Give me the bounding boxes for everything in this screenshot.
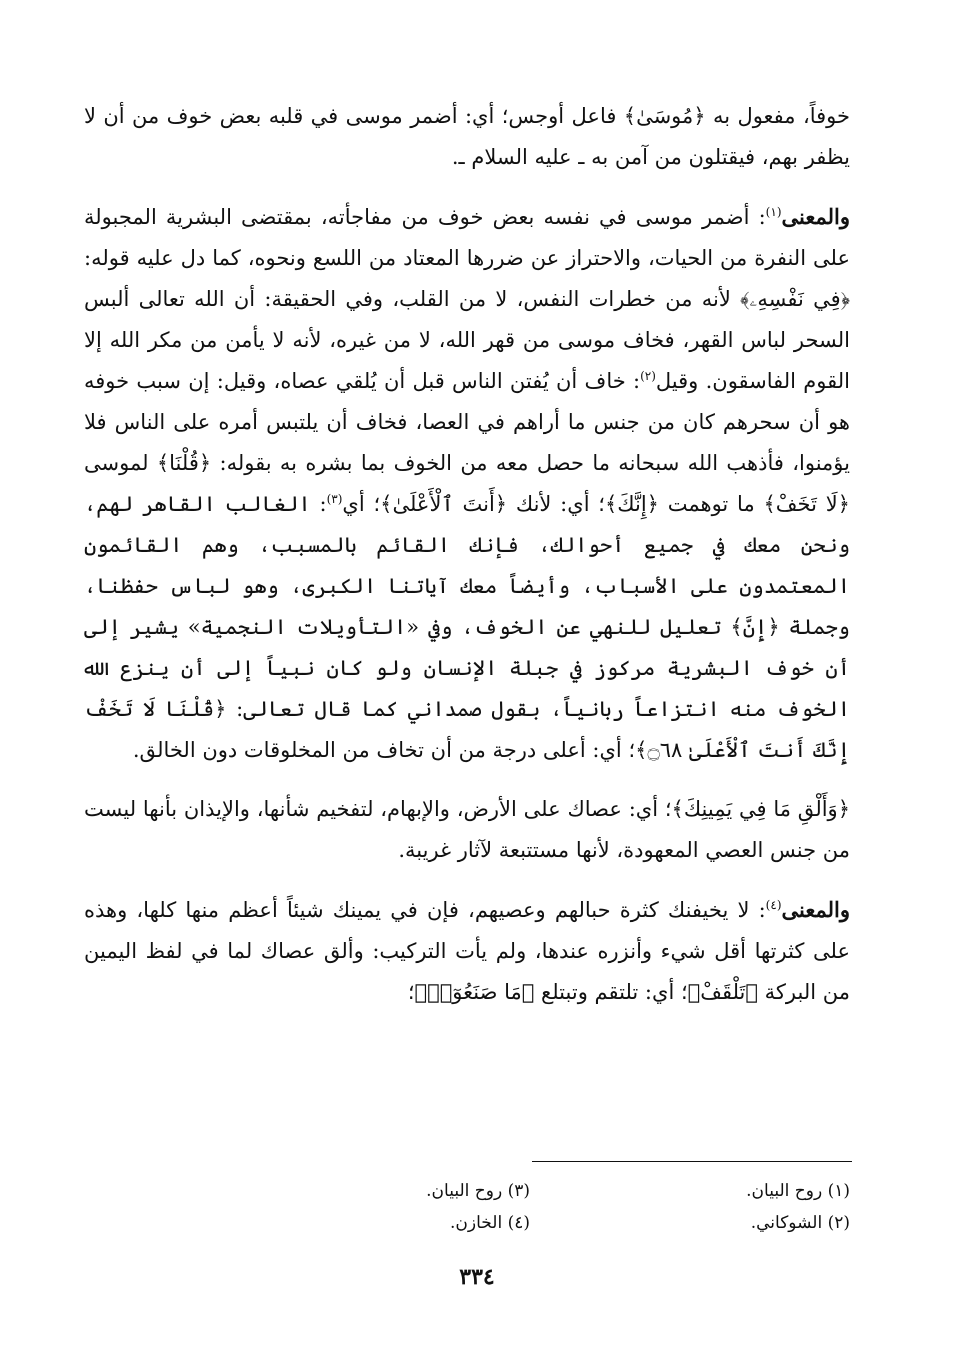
footnote-number: (٤) xyxy=(507,1213,530,1233)
footnote-number: (٢) xyxy=(827,1213,850,1233)
paragraph xyxy=(84,96,850,178)
paragraph-text: : أضمر موسى في نفسه بعض خوف من مفاجأته، بمقتضى البشرية المجبولة على النفرة من الحيات، والاحتراز عن ضررها المعتاد من اللسع ونحوه، كما دل عليه قوله: ﴿فِي نَفْسِهِۦ﴾ لأنه من خطرات النفس، لا من القلب، وفي الحقيقة: أن الله تعالى ألبس السحر لباس القهر، فخاف موسى من قهر الله، لا من غيره، لأنه لا يأمن من مكر الله إلا القوم الفاسقون. وقيل xyxy=(84,205,850,393)
paragraph-text: خوفاً، مفعول به ﴿مُوسَىٰ﴾ فاعل أوجس؛ أي: أضمر موسى في قلبه بعض خوف من أن لا يظفر بهم، فيقتلون من آمن به ـ عليه السلام ـ. xyxy=(84,104,850,169)
footnote-item xyxy=(530,1210,850,1236)
paragraph xyxy=(84,789,850,871)
footnote-text: روح البيان. xyxy=(426,1181,503,1201)
paragraph xyxy=(84,889,850,1013)
footnote-text: روح البيان. xyxy=(746,1181,823,1201)
paragraph-text: : الغالب القاهر لهم، ونحن معك في جميع أحوالك، فإنك القائم بالمسبب، وهم القائمون المعتمدون على الأسباب، وأيضاً معك آياتنا الكبرى، وهو لباس حفظنا، وجملة ﴿إِنَّ﴾ تعليل للنهي عن الخوف، وفي «التأويلات النجمية» يشير إلى أن خوف البشرية مركوز في جبلة الإنسان ولو كان نبياً إلى أن ينزع الله الخوف منه انتزاعاً ربانياً، بقول صمداني كما قال تعالى: ﴿قُلْنَا لَا تَخَفْ إِنَّكَ أَنتَ ٱلْأَعْلَىٰ ۝٦٨﴾؛ أي: أعلى درجة من أن تخاف من المخلوقات دون الخالق. xyxy=(84,492,850,762)
paragraph-text: : خاف أن يُفتن الناس قبل أن يُلقي عصاه، وقيل: إن سبب خوفه هو أن سحرهم كان من جنس ما أراهم في العصا، فخاف أن يلتبس أمره على الناس فلا يؤمنوا، فأذهب الله سبحانه ما حصل معه من الخوف بما بشره به بقوله: ﴿قُلْنَا﴾ لموسى ﴿لَا تَخَفْ﴾ ما توهمت ﴿إِنَّكَ﴾؛ أي: لأنك ﴿أَنتَ ٱلْأَعْلَىٰ﴾؛ أي xyxy=(84,369,850,516)
footnote-text: الشوكاني. xyxy=(750,1213,823,1233)
footnote-item xyxy=(210,1178,530,1204)
paragraph-text: ﴿وَأَلْقِ مَا فِي يَمِينِكَ﴾؛ أي: عصاك على الأرض، والإبهام، لتفخيم شأنها، والإيذان بأنها ليست من جنس العصي المعهودة، لأنها مستتبعة لآثار غريبة. xyxy=(84,797,850,862)
footnote-ref: (٢) xyxy=(640,369,656,383)
footnote-ref: (١) xyxy=(765,205,782,219)
page-body xyxy=(84,96,850,1013)
page-number: ٣٣٤ xyxy=(459,1264,495,1290)
footnotes xyxy=(210,1178,850,1236)
paragraph-label: والمعنى xyxy=(781,897,850,922)
paragraph-label: والمعنى xyxy=(781,204,850,229)
footnote-ref: (٣) xyxy=(326,492,343,506)
footnote-number: (١) xyxy=(827,1181,850,1201)
footnote-number: (٣) xyxy=(507,1181,530,1201)
footnote-item xyxy=(530,1178,850,1204)
footnote-ref: (٤) xyxy=(765,898,782,912)
footnote-divider xyxy=(532,1161,852,1162)
footnote-text: الخازن. xyxy=(450,1213,503,1233)
footnote-item xyxy=(210,1210,530,1236)
paragraph-text: : لا يخيفنك كثرة حبالهم وعصيهم، فإن في يمينك شيئاً أعظم منها كلها، وهذه على كثرتها أقل شيء وأنزره عندها، ولم يأت التركيب: وألق عصاك لما في لفظ اليمين من البركة ﴿تَلْقَفْ﴾؛ أي: تلتقم وتبتلع ﴿مَا صَنَعُوٓا۟﴾؛ xyxy=(84,898,850,1004)
paragraph xyxy=(84,196,850,771)
